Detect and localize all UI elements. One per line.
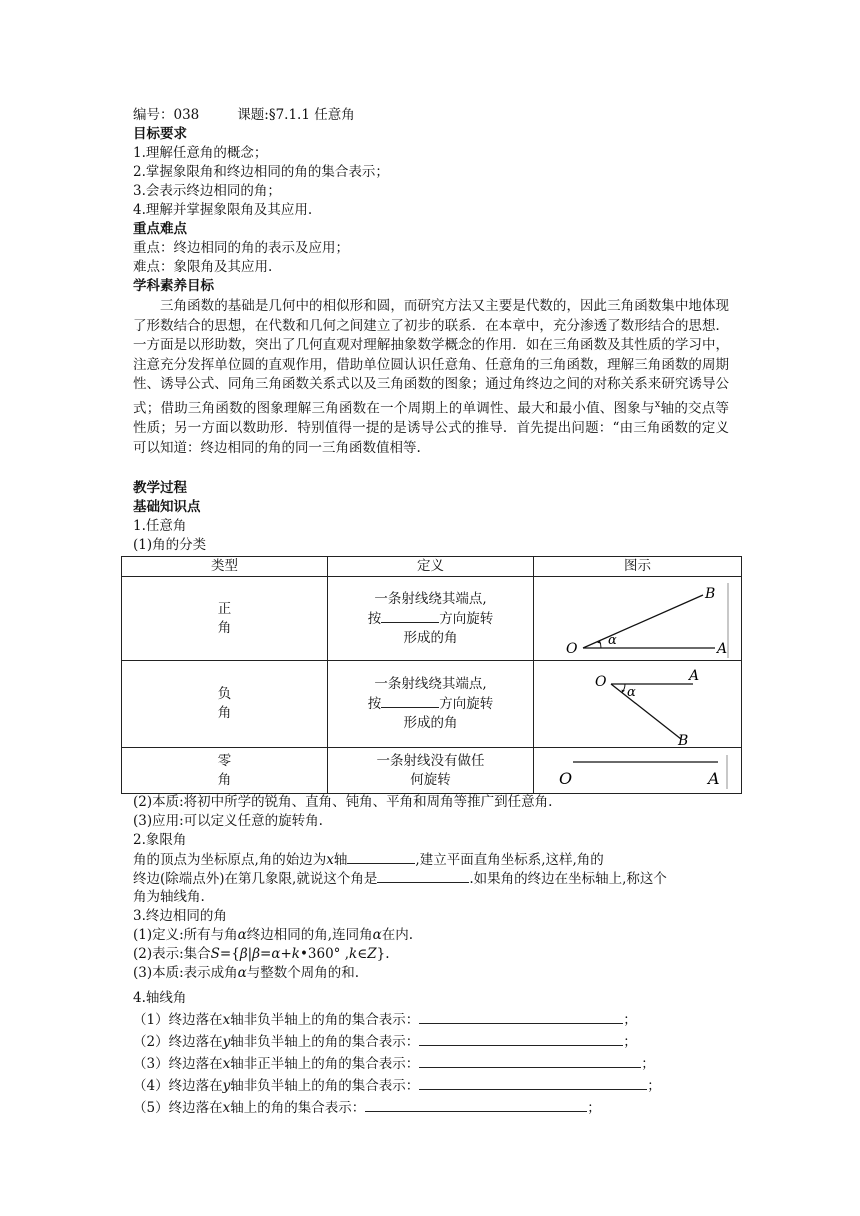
- text: 轴非负半轴上的角的集合表示：: [230, 1078, 420, 1094]
- var-beta: β: [252, 946, 261, 962]
- section-1-1-title: (1)角的分类: [133, 537, 207, 553]
- doc-number: 编号：038: [133, 107, 200, 123]
- axis-item: [133, 1010, 637, 1030]
- quadrant-text: 终边(除端点外)在第几象限,就说这个角是: [133, 871, 378, 887]
- definition-line: 一条射线没有做任: [376, 752, 485, 769]
- var-y: y: [222, 1034, 231, 1050]
- definition-cell: [328, 748, 534, 794]
- section-1-title: 1.任意角: [133, 518, 187, 534]
- text: （4）终边落在: [133, 1078, 223, 1094]
- fill-blank: [419, 1010, 623, 1024]
- zero-angle-figure: [543, 749, 733, 793]
- key-point: 重点：终边相同的角的表示及应用；: [133, 240, 349, 256]
- text: ={: [219, 946, 240, 962]
- var-x: x: [222, 1100, 231, 1116]
- table-row: [122, 577, 742, 661]
- var-x: x: [222, 1012, 231, 1028]
- axis-item: [133, 1076, 661, 1096]
- label-a: A: [688, 668, 699, 684]
- definition-line: 何旋转: [410, 771, 451, 788]
- text: ；: [587, 1100, 601, 1116]
- text: }.: [376, 946, 390, 962]
- quadrant-line: [133, 869, 667, 889]
- quadrant-text: .如果角的终边在坐标轴上,称这个: [469, 871, 667, 887]
- type-cell: [122, 748, 328, 794]
- quadrant-title: 2.象限角: [133, 832, 187, 848]
- process-subtitle: 基础知识点: [133, 499, 201, 515]
- text: ；: [623, 1012, 637, 1028]
- var-k: k: [349, 946, 358, 962]
- definition-line: 形成的角: [403, 715, 458, 731]
- fill-blank: [365, 1098, 587, 1112]
- text: 轴上的角的集合表示：: [230, 1100, 366, 1116]
- fill-blank: [419, 1032, 623, 1046]
- definition-line: 一条射线绕其端点,: [374, 676, 487, 692]
- table-header: 图示: [534, 557, 742, 577]
- label-a: A: [707, 768, 720, 788]
- goals-title: 目标要求: [133, 126, 187, 142]
- var-s: S: [210, 946, 220, 962]
- table-header: 类型: [122, 557, 328, 577]
- coterminal-representation: [133, 945, 390, 964]
- label-b: B: [704, 585, 715, 602]
- ray-ob: [583, 595, 703, 648]
- doc-topic: 课题:§7.1.1 任意角: [237, 107, 355, 123]
- type-char: 零: [217, 752, 232, 769]
- text: 轴非负半轴上的角的集合表示：: [230, 1012, 420, 1028]
- type-cell: [122, 577, 328, 661]
- positive-angle-figure: [543, 579, 733, 659]
- text: (2)表示:集合: [133, 946, 211, 962]
- text: （1）终边落在: [133, 1012, 223, 1028]
- definition-cell: [328, 577, 534, 661]
- paragraph-text-a: 三角函数的基础是几何中的相似形和圆，而研究方法又主要是代数的，因此三角函数集中地体现了形数结合的思想，在代数和几何之间建立了初步的联系．在本章中，充分渗透了数形结合的思想．一方面是以形助数，突出了几何直观对理解抽象数学概念的作用．如在三角函数及其性质的学习中，注意充分发挥单位圆的直观作用，借助单位圆认识任意角、任意角的三角函数，理解三角函数的周期性、诱导公式、同角三角函数关系式以及三角函数的图象；通过角终边之间的对称关系来研究诱导公式；借助三角函数的图象理解三角函数在一个周期上的单调性、最大和最小值、图象与: [133, 298, 729, 417]
- fill-blank: [381, 609, 439, 623]
- type-char: 角: [217, 771, 232, 788]
- var-y: y: [222, 1078, 231, 1094]
- axis-item: [133, 1054, 655, 1074]
- paragraph-x: x: [654, 398, 661, 410]
- definition-line: 按: [367, 696, 382, 712]
- coterminal-definition: [133, 926, 413, 945]
- definition-line: 按: [367, 610, 382, 627]
- text: •360° ,: [299, 946, 350, 962]
- text: +: [280, 946, 292, 962]
- text: 轴非负半轴上的角的集合表示：: [230, 1034, 420, 1050]
- literacy-title: 学科素养目标: [133, 278, 214, 294]
- text: ；: [647, 1078, 661, 1094]
- quadrant-text: ,建立平面直角坐标系,这样,角的: [415, 852, 604, 868]
- figure-cell: [534, 748, 742, 794]
- table-header: 定义: [328, 557, 534, 577]
- goal-item: 1.理解任意角的概念；: [133, 145, 268, 161]
- type-char: 正: [217, 600, 232, 617]
- literacy-paragraph: [133, 297, 729, 458]
- quadrant-text: 角的顶点为坐标原点,角的始边为: [133, 852, 327, 868]
- text: (3)本质:表示成角: [133, 965, 238, 981]
- quadrant-line: [133, 850, 604, 870]
- label-o: O: [558, 768, 572, 788]
- type-char: 负: [217, 686, 232, 702]
- definition-line: 方向旋转: [439, 696, 494, 712]
- var-x: x: [326, 852, 334, 868]
- figure-cell: [534, 661, 742, 748]
- header-line: [133, 106, 355, 125]
- goal-item: 3.会表示终边相同的角；: [133, 183, 281, 199]
- ray-ob: [611, 684, 681, 739]
- essence-line: (2)本质:将初中所学的锐角、直角、钝角、平角和周角等推广到任意角.: [133, 794, 553, 810]
- label-o: O: [565, 640, 577, 657]
- fill-blank: [381, 694, 439, 708]
- var-beta: β: [239, 946, 248, 962]
- difficult-point: 难点：象限角及其应用.: [133, 259, 273, 275]
- table-row: [122, 748, 742, 794]
- label-o: O: [594, 674, 606, 690]
- label-b: B: [677, 733, 688, 746]
- label-alpha: α: [626, 685, 636, 700]
- goal-item: 4.理解并掌握象限角及其应用.: [133, 202, 313, 218]
- figure-cell: [534, 577, 742, 661]
- negative-angle-figure: [543, 662, 733, 746]
- label-alpha: α: [607, 632, 617, 648]
- definition-line: 方向旋转: [439, 610, 494, 627]
- var-z: Z: [367, 946, 377, 962]
- fill-blank: [347, 850, 415, 864]
- table-header-row: [122, 557, 742, 577]
- goal-item: 2.掌握象限角和终边相同的角的集合表示；: [133, 164, 389, 180]
- var-alpha: α: [271, 946, 281, 962]
- fill-blank: [419, 1054, 641, 1068]
- coterminal-essence: [133, 964, 359, 983]
- definition-cell: [328, 661, 534, 748]
- var-alpha: α: [372, 927, 382, 943]
- var-alpha: α: [237, 965, 247, 981]
- axis-item: [133, 1098, 601, 1118]
- type-char: 角: [217, 619, 232, 636]
- text: =: [260, 946, 272, 962]
- text: |: [247, 946, 253, 962]
- var-k: k: [291, 946, 300, 962]
- var-alpha: α: [237, 927, 247, 943]
- angle-classification-table: [121, 556, 742, 794]
- quadrant-text: 轴: [333, 852, 348, 868]
- text: (1)定义:所有与角: [133, 927, 238, 943]
- label-a: A: [716, 640, 727, 657]
- type-cell: [122, 661, 328, 748]
- coterminal-title: 3.终边相同的角: [133, 908, 227, 924]
- axis-title: 4.轴线角: [133, 990, 187, 1006]
- fill-blank: [377, 869, 469, 883]
- text: ；: [623, 1034, 637, 1050]
- definition-line: 一条射线绕其端点,: [374, 590, 487, 607]
- type-char: 角: [217, 705, 232, 721]
- var-x: x: [222, 1056, 231, 1072]
- text: （3）终边落在: [133, 1056, 223, 1072]
- text: ∈: [357, 946, 368, 962]
- table-row: [122, 661, 742, 748]
- text: （2）终边落在: [133, 1034, 223, 1050]
- text: 轴非正半轴上的角的集合表示：: [230, 1056, 420, 1072]
- text: 在内.: [381, 927, 414, 943]
- paragraph-text-b: 轴的交点等性质；另一方面以数助形．特别值得一提的是诱导公式的推导．首先提出问题：“由三角函数的定义可以知道：终边相同的角的同一三角函数值相等.: [133, 400, 730, 456]
- apply-line: (3)应用:可以定义任意的旋转角.: [133, 813, 323, 829]
- fill-blank: [419, 1076, 647, 1090]
- keypoints-title: 重点难点: [133, 221, 187, 237]
- text: 与整数个周角的和.: [246, 965, 360, 981]
- text: 终边相同的角,连同角: [246, 927, 373, 943]
- text: （5）终边落在: [133, 1100, 223, 1116]
- definition-line: 形成的角: [403, 629, 458, 646]
- process-title: 教学过程: [133, 480, 187, 496]
- text: ；: [641, 1056, 655, 1072]
- axis-item: [133, 1032, 637, 1052]
- quadrant-line: 角为轴线角.: [133, 889, 205, 905]
